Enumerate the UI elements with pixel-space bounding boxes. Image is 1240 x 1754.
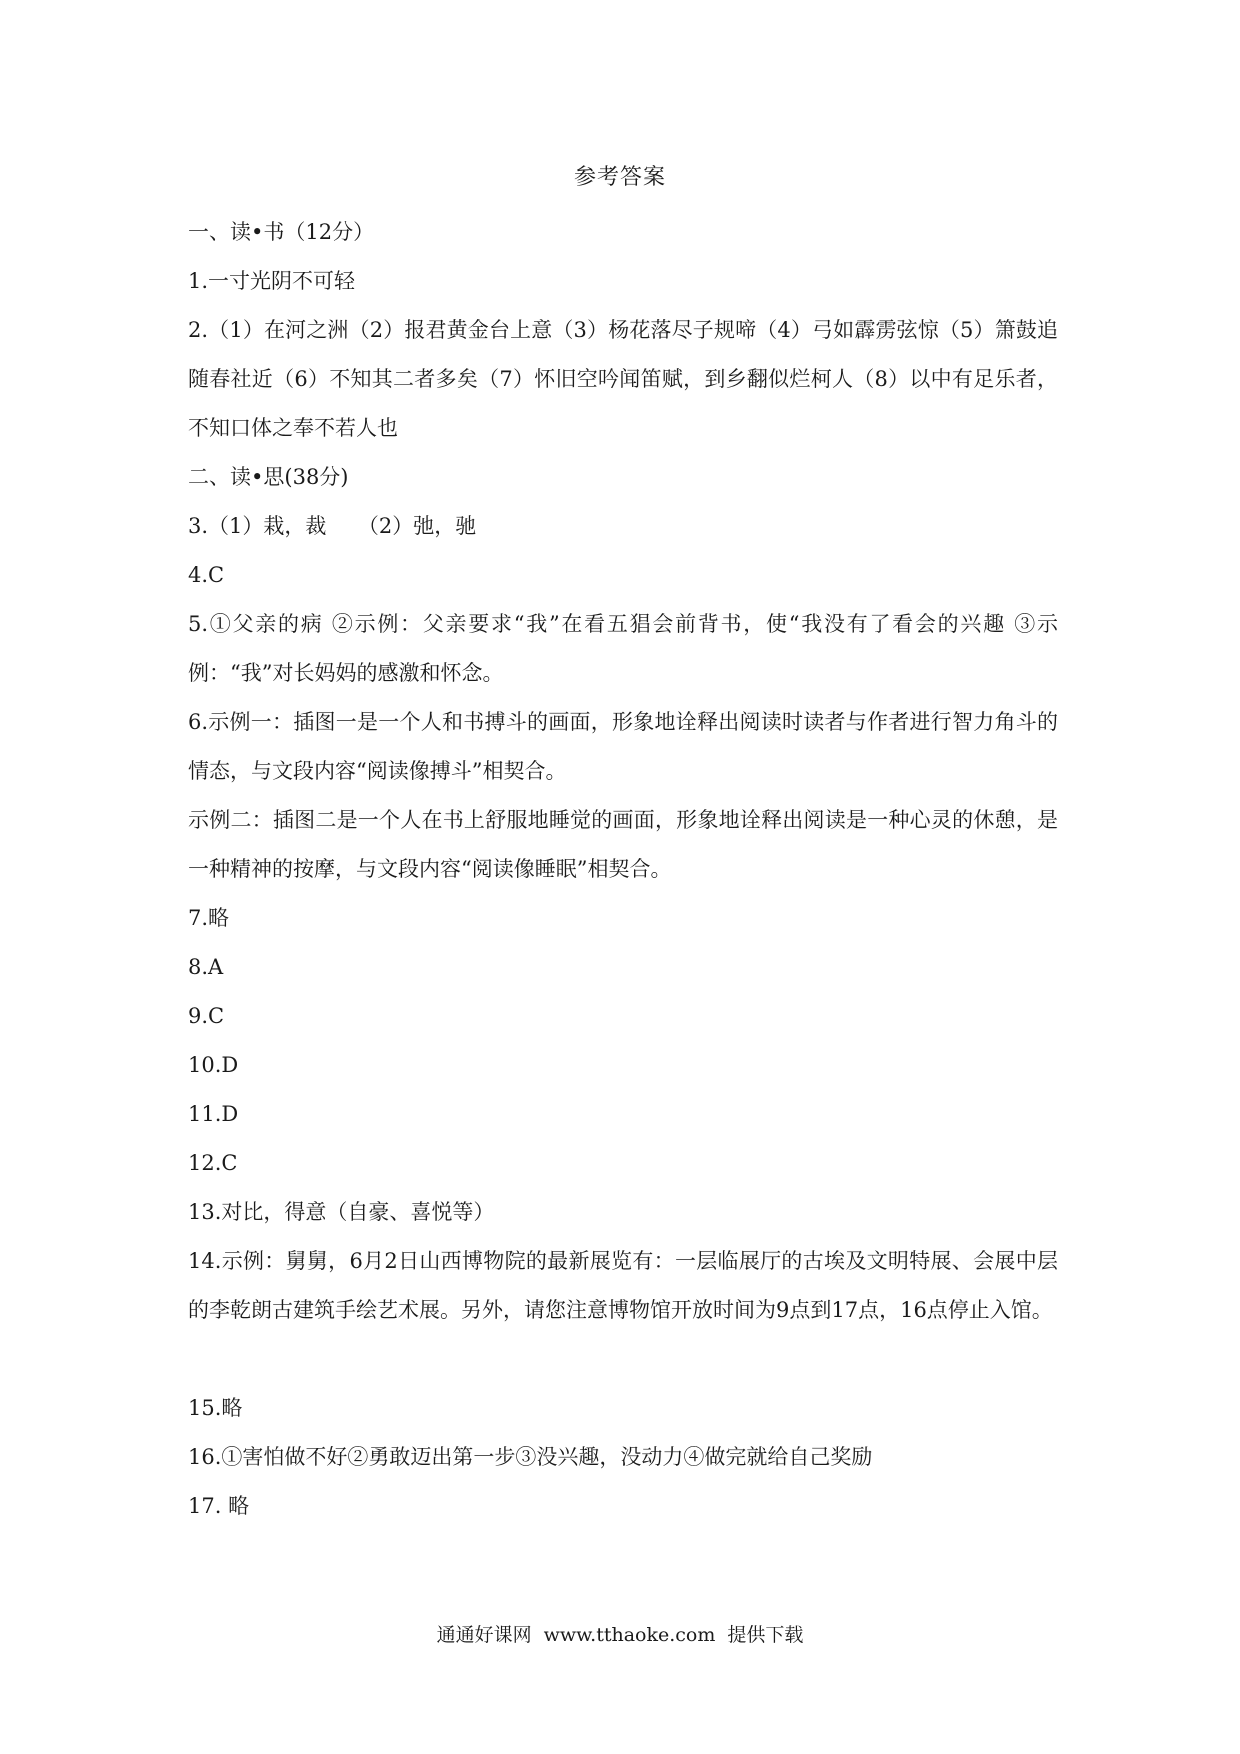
answer-item-12: 12.C bbox=[188, 1151, 238, 1175]
answer-list bbox=[188, 208, 1058, 1531]
answer-item-13: 13.对比，得意（自豪、喜悦等） bbox=[188, 1200, 495, 1224]
answer-item-9: 9.C bbox=[188, 1004, 225, 1028]
section-heading-reading-thinking: 二、读•思(38分) bbox=[188, 465, 349, 489]
answer-item-7: 7.略 bbox=[188, 906, 230, 930]
answer-item-10: 10.D bbox=[188, 1053, 239, 1077]
answer-item-6-example-2: 示例二：插图二是一个人在书上舒服地睡觉的画面，形象地诠释出阅读是一种心灵的休憩，是一种精神的按摩，与文段内容“阅读像睡眠”相契合。 bbox=[188, 808, 1058, 881]
answer-item-16: 16.①害怕做不好②勇敢迈出第一步③没兴趣，没动力④做完就给自己奖励 bbox=[188, 1445, 873, 1469]
footer-suffix: 提供下载 bbox=[727, 1624, 804, 1646]
answer-item-5: 5.①父亲的病 ②示例：父亲要求“我”在看五猖会前背书，使“我没有了看会的兴趣 ③示例：“我”对长妈妈的感激和怀念。 bbox=[188, 612, 1058, 685]
answer-item-11: 11.D bbox=[188, 1102, 239, 1126]
answer-item-6-example-1: 6.示例一：插图一是一个人和书搏斗的画面，形象地诠释出阅读时读者与作者进行智力角斗的情态，与文段内容“阅读像搏斗”相契合。 bbox=[188, 710, 1058, 783]
footer-url: www.tthaoke.com bbox=[543, 1624, 716, 1646]
answer-item-15: 15.略 bbox=[188, 1396, 243, 1420]
answer-item-1: 1.一寸光阴不可轻 bbox=[188, 269, 356, 293]
footer-site-name: 通通好课网 bbox=[436, 1624, 532, 1646]
answer-item-3: 3.（1）栽，裁 （2）弛，驰 bbox=[188, 514, 477, 538]
answer-item-4: 4.C bbox=[188, 563, 225, 587]
page-footer bbox=[0, 1620, 1240, 1647]
answer-item-8: 8.A bbox=[188, 955, 224, 979]
answer-item-2: 2.（1）在河之洲（2）报君黄金台上意（3）杨花落尽子规啼（4）弓如霹雳弦惊（5）箫鼓追随春社近（6）不知其二者多矣（7）怀旧空吟闻笛赋，到乡翻似烂柯人（8）以中有足乐者，不知口体之奉不若人也 bbox=[188, 318, 1058, 440]
answer-item-17: 17. 略 bbox=[188, 1494, 250, 1518]
section-heading-reading-book: 一、读•书（12分） bbox=[188, 220, 375, 244]
page-title: 参考答案 bbox=[573, 165, 666, 190]
answer-item-14: 14.示例：舅舅，6月2日山西博物院的最新展览有：一层临展厅的古埃及文明特展、会展中层的李乾朗古建筑手绘艺术展。另外，请您注意博物馆开放时间为9点到17点，16点停止入馆。 bbox=[188, 1249, 1058, 1322]
